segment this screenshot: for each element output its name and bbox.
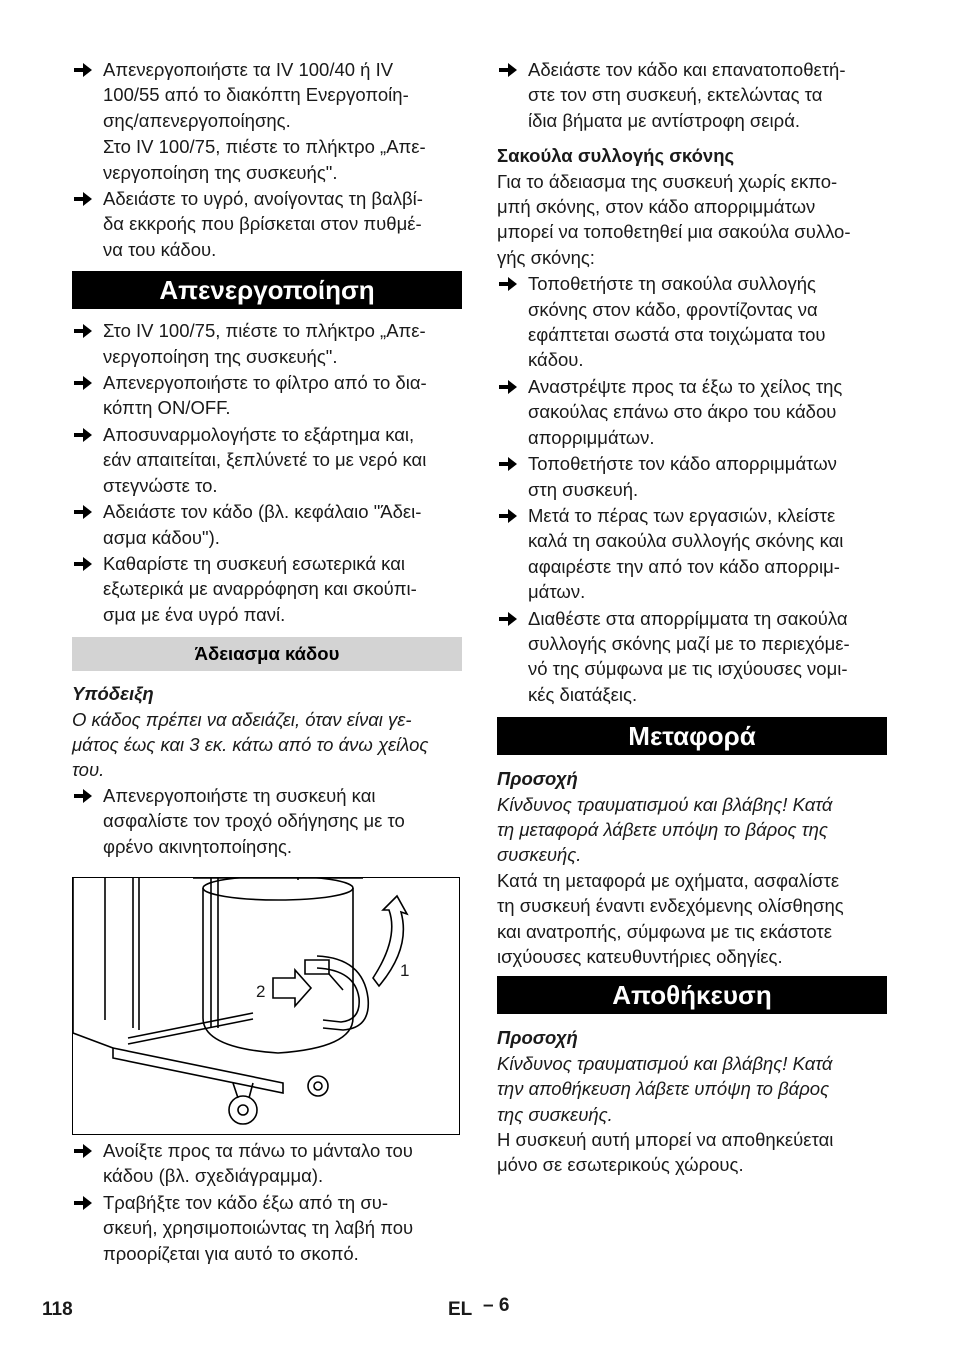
- text-line: εάν απαιτείται, ξεπλύνετέ το με νερό και: [103, 449, 427, 471]
- paragraph: [497, 1127, 887, 1178]
- container-illustration: [73, 878, 459, 1134]
- text-line: συσκευής.: [497, 844, 582, 866]
- section-heading: Απενεργοποίηση: [72, 271, 462, 309]
- text-line: Κίνδυνος τραυματισμού και βλάβης! Κατά: [497, 793, 833, 815]
- bullet-item: [497, 374, 887, 450]
- bullet-item: [72, 186, 462, 262]
- text-line: μόνο σε εσωτερικούς χώρους.: [497, 1154, 744, 1176]
- arrow-bullet-icon: [74, 505, 92, 519]
- figure-label-1: 1: [400, 960, 410, 980]
- text-line: κάδου (βλ. σχεδιάγραμμα).: [103, 1165, 324, 1187]
- arrow-bullet-icon: [74, 376, 92, 390]
- bullet-item: [497, 57, 887, 133]
- text-line: νεργοποίηση της συσκευής".: [103, 345, 338, 367]
- caution-title: Προσοχή: [497, 1027, 578, 1049]
- text-line: την αποθήκευση λάβετε υπόψη το βάρος: [497, 1078, 830, 1100]
- caution-text: [497, 1051, 887, 1127]
- dash: –: [483, 1295, 494, 1316]
- text-line: Στο IV 100/75, πιέστε το πλήκτρο „Απε-: [103, 136, 426, 158]
- text-line: εξωτερικά με αναρρόφηση και σκούπι-: [103, 578, 417, 600]
- text-line: προορίζεται για αυτό το σκοπό.: [103, 1242, 359, 1264]
- page-number: 118: [42, 1299, 73, 1320]
- caution-text: [497, 792, 887, 868]
- section-heading: Αποθήκευση: [497, 976, 887, 1014]
- text-line: σης/απενεργοποίησης.: [103, 109, 291, 131]
- text-line: στη συσκευή.: [528, 478, 639, 500]
- text-line: Κίνδυνος τραυματισμού και βλάβης! Κατά: [497, 1052, 833, 1074]
- bullet-item: [72, 1190, 462, 1266]
- text-line: Αδειάστε το υγρό, ανοίγοντας τη βαλβί-: [103, 188, 423, 210]
- text-line: Τοποθετήστε τον κάδο απορριμμάτων: [528, 453, 837, 475]
- bullet-item: [72, 783, 462, 859]
- right-column: [497, 57, 887, 1179]
- text-line: ίδια βήματα με αντίστροφη σειρά.: [528, 109, 801, 131]
- text-line: δα εκκροής που βρίσκεται στον πυθμέ-: [103, 213, 422, 235]
- text-line: Απενεργοποιήστε τη συσκευή και: [103, 784, 376, 806]
- bullet-item: [497, 271, 887, 373]
- arrow-bullet-icon: [499, 612, 517, 626]
- text-line: κάδου.: [528, 349, 584, 371]
- text-line: Μετά το πέρας των εργασιών, κλείστε: [528, 504, 836, 526]
- text-line: τη μεταφορά λάβετε υπόψη το βάρος της: [497, 818, 828, 840]
- text-line: απορριμμάτων.: [528, 426, 655, 448]
- text-line: Απενεργοποιήστε τα IV 100/40 ή IV: [103, 59, 394, 80]
- text-line: κές διατάξεις.: [528, 683, 638, 705]
- bullet-item: [72, 1138, 462, 1189]
- text-line: γής σκόνης:: [497, 246, 595, 268]
- text-line: ασφαλίστε τον τροχό οδήγησης με το: [103, 810, 405, 832]
- figure-label-2: 2: [256, 981, 266, 1001]
- note-title: Υπόδειξη: [72, 683, 154, 705]
- arrow-bullet-icon: [499, 277, 517, 291]
- text-line: του.: [72, 759, 105, 781]
- bullet-item: [72, 499, 462, 550]
- text-line: στε τον στη συσκευή, εκτελώντας τα: [528, 84, 823, 106]
- paragraph: [497, 169, 887, 271]
- text-line: 100/55 από το διακόπτη Ενεργοποίη-: [103, 84, 409, 106]
- text-line: Αποσυναρμολογήστε το εξάρτημα και,: [103, 423, 415, 445]
- text-line: Αδειάστε τον κάδο (βλ. κεφάλαιο "Άδει-: [103, 501, 422, 523]
- paragraph: [497, 868, 887, 970]
- bullet-item: [497, 451, 887, 502]
- arrow-bullet-icon: [499, 63, 517, 77]
- note-text: [72, 707, 462, 783]
- bullet-item: [72, 318, 462, 369]
- text-line: Ο κάδος πρέπει να αδειάζει, όταν είναι γε-: [72, 708, 412, 730]
- left-column: [72, 57, 462, 1267]
- text-line: αφαιρέστε την από τον κάδο απορριμ-: [528, 555, 840, 577]
- arrow-bullet-icon: [74, 192, 92, 206]
- text-line: Η συσκευή αυτή μπορεί να αποθηκεύεται: [497, 1129, 834, 1151]
- language-code: EL: [448, 1299, 473, 1320]
- text-line: της συσκευής.: [497, 1103, 613, 1125]
- bullet-item: [497, 503, 887, 605]
- bullet-item: [72, 551, 462, 627]
- text-line: Διαθέστε στα απορρίμματα τη σακούλα: [528, 607, 848, 629]
- arrow-bullet-icon: [74, 1144, 92, 1158]
- text-line: μάτων.: [528, 581, 586, 603]
- text-line: εφάπτεται σωστά στα τοιχώματα του: [528, 324, 826, 346]
- text-line: να του κάδου.: [103, 238, 217, 260]
- section-heading: Μεταφορά: [497, 717, 887, 755]
- text-line: Αδειάστε τον κάδο και επανατοποθετή-: [528, 59, 846, 80]
- arrow-bullet-icon: [499, 380, 517, 394]
- text-line: νεργοποίηση της συσκευής".: [103, 161, 338, 183]
- bullet-item: [72, 422, 462, 498]
- text-line: σακούλας επάνω στο άκρο του κάδου: [528, 401, 837, 423]
- text-line: Τραβήξτε τον κάδο έξω από τη συ-: [103, 1191, 389, 1213]
- text-line: Τοποθετήστε τη σακούλα συλλογής: [528, 273, 816, 295]
- text-line: συλλογής σκόνης μαζί με το περιεχόμε-: [528, 632, 850, 654]
- text-line: Κατά τη μεταφορά με οχήματα, ασφαλίστε: [497, 869, 840, 891]
- text-line: φρένο ακινητοποίησης.: [103, 835, 293, 857]
- text-line: Για το άδειασμα της συσκευή χωρίς εκπο-: [497, 170, 838, 192]
- text-line: καλά τη σακούλα συλλογής σκόνης και: [528, 530, 844, 552]
- text-line: Απενεργοποιήστε το φίλτρο από το δια-: [103, 372, 427, 394]
- text-line: Καθαρίστε τη συσκευή εσωτερικά και: [103, 552, 405, 574]
- text-line: σκόνης στον κάδο, φροντίζοντας να: [528, 298, 818, 320]
- text-line: σμα με ένα υγρό πανί.: [103, 603, 286, 625]
- text-line: νό της σύμφωνα με τις ισχύουσες νομι-: [528, 658, 848, 680]
- text-line: μπορεί να τοποθετηθεί μια σακούλα συλλο-: [497, 221, 851, 243]
- arrow-bullet-icon: [74, 324, 92, 338]
- text-line: μάτος έως και 3 εκ. κάτω από το άνω χείλος: [72, 733, 429, 755]
- container-latch-figure: [72, 877, 460, 1135]
- text-line: Στο IV 100/75, πιέστε το πλήκτρο „Απε-: [103, 320, 426, 342]
- text-line: στεγνώστε το.: [103, 474, 218, 496]
- arrow-bullet-icon: [74, 428, 92, 442]
- text-line: κόπτη ON/OFF.: [103, 397, 231, 419]
- text-line: σκευή, χρησιμοποιώντας τη λαβή που: [103, 1217, 414, 1239]
- bullet-item: [72, 57, 462, 133]
- subsection-heading: Άδειασμα κάδου: [72, 637, 462, 671]
- section-page-marker: [483, 1293, 509, 1318]
- bullet-item: [72, 370, 462, 421]
- text-line: Αναστρέψτε προς τα έξω το χείλος της: [528, 375, 843, 397]
- section-number: 6: [498, 1295, 510, 1316]
- subsection-title: Σακούλα συλλογής σκόνης: [497, 145, 735, 167]
- paragraph: [72, 134, 462, 185]
- text-line: και ανατροπής, σύμφωνα με τις εκάστοτε: [497, 920, 832, 942]
- arrow-bullet-icon: [74, 1196, 92, 1210]
- text-line: Ανοίξτε προς τα πάνω το μάνταλο του: [103, 1139, 413, 1161]
- arrow-bullet-icon: [74, 557, 92, 571]
- text-line: τη συσκευή έναντι ενδεχόμενης ολίσθησης: [497, 895, 844, 917]
- caution-title: Προσοχή: [497, 768, 578, 790]
- arrow-bullet-icon: [499, 457, 517, 471]
- text-line: μπή σκόνης, στον κάδο απορριμμάτων: [497, 196, 816, 218]
- bullet-item: [497, 606, 887, 708]
- text-line: ισχύουσες κατευθυντήριες οδηγίες.: [497, 946, 783, 967]
- text-line: ασμα κάδου").: [103, 526, 220, 548]
- arrow-bullet-icon: [74, 789, 92, 803]
- arrow-bullet-icon: [74, 63, 92, 77]
- arrow-bullet-icon: [499, 509, 517, 523]
